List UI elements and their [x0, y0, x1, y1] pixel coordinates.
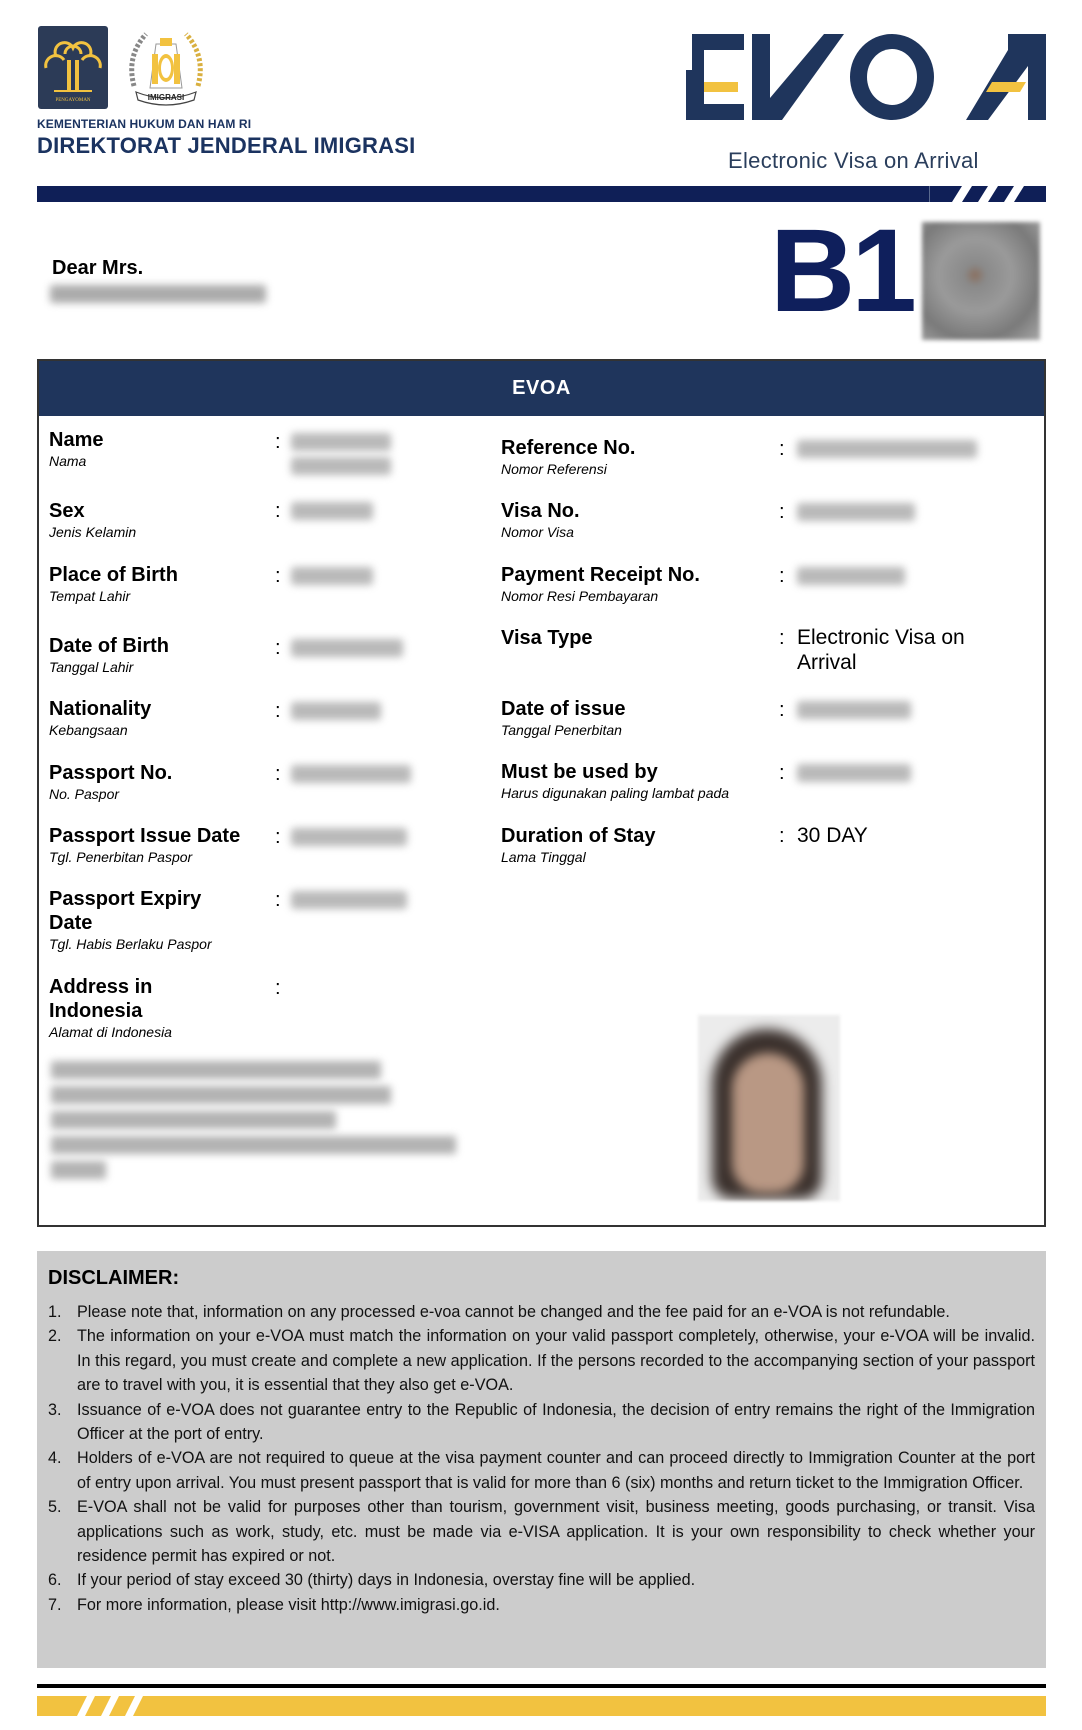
visa-type-value: Electronic Visa on Arrival — [797, 626, 965, 674]
imigrasi-website-link[interactable]: For more information, please visit http://www.imigrasi.go.id. — [77, 1595, 500, 1614]
separator: : — [275, 500, 281, 522]
passport-no-value-redacted — [291, 765, 411, 783]
name-value-redacted — [291, 433, 391, 451]
imigrasi-emblem — [122, 26, 210, 109]
disclaimer-item: 5. E-VOA shall not be valid for purposes other than tourism, government visit, business meeting, goods purchasing, or transit. Visa applications such as work, study, etc. must be made via e-VISA application. It is your own responsibility to check whether your residence permit has expired or not. — [48, 1498, 1035, 1566]
separator: : — [275, 889, 281, 911]
separator: : — [275, 637, 281, 659]
reference-no-value-redacted — [797, 440, 977, 458]
footer-divider-line — [37, 1684, 1046, 1688]
evoa-wordmark-icon — [686, 26, 1046, 126]
separator: : — [275, 977, 281, 999]
disclaimer-list — [48, 1300, 1035, 1617]
separator: : — [779, 699, 785, 721]
separator: : — [779, 825, 785, 847]
field-passport-no: Passport No. No. Paspor — [49, 762, 173, 802]
field-reference-no: Reference No. Nomor Referensi — [501, 437, 636, 477]
field-visa-no: Visa No. Nomor Visa — [501, 500, 580, 540]
place-of-birth-value-redacted — [291, 567, 373, 585]
imigrasi-emblem-icon — [122, 26, 210, 109]
evoa-logo — [686, 26, 1046, 126]
field-sex: Sex Jenis Kelamin — [49, 500, 137, 540]
separator: : — [779, 627, 785, 649]
pengayoman-tree-icon — [38, 26, 108, 109]
visa-no-value-redacted — [797, 503, 915, 521]
svg-text:IMIGRASI: IMIGRASI — [147, 93, 185, 102]
field-must-be-used-by: Must be used by Harus digunakan paling lambat pada — [501, 761, 730, 801]
field-nationality: Nationality Kebangsaan — [49, 698, 152, 738]
separator: : — [779, 762, 785, 784]
holder-photo-redacted — [698, 1015, 840, 1201]
passport-issue-date-value-redacted — [291, 828, 407, 846]
nationality-value-redacted — [291, 702, 381, 720]
address-value-redacted — [51, 1061, 461, 1186]
visa-class-code: B1 — [770, 205, 913, 337]
passport-expiry-date-value-redacted — [291, 891, 407, 909]
sex-value-redacted — [291, 502, 373, 520]
disclaimer-item: 4. Holders of e-VOA are not required to queue at the visa payment counter and can proceed directly to Immigration Counter at the port of entry upon arrival. You must present passport that is valid for more than 6 (six) months and return ticket to the Immigration Officer. — [48, 1449, 1035, 1492]
disclaimer-item: 3. Issuance of e-VOA does not guarantee entry to the Republic of Indonesia, the decision of entry remains the right of the Immigration Officer at the port of entry. — [48, 1400, 1035, 1444]
disclaimer-title: DISCLAIMER: — [48, 1267, 180, 1289]
svg-text:PENGAYOMAN: PENGAYOMAN — [55, 98, 91, 103]
separator: : — [275, 431, 281, 453]
kemenkumham-logo — [38, 26, 108, 109]
field-duration-of-stay: Duration of Stay Lama Tinggal — [501, 825, 656, 865]
field-passport-expiry-date: Passport Expiry Date Tgl. Habis Berlaku Paspor — [49, 888, 212, 952]
panel-title: EVOA — [39, 361, 1044, 416]
name-value-redacted-line2 — [291, 457, 391, 475]
field-date-of-birth: Date of Birth Tanggal Lahir — [49, 635, 169, 675]
ministry-name: KEMENTERIAN HUKUM DAN HAM RI — [37, 117, 252, 131]
separator: : — [779, 565, 785, 587]
separator: : — [275, 826, 281, 848]
separator: : — [275, 565, 281, 587]
field-passport-issue-date: Passport Issue Date Tgl. Penerbitan Paspor — [49, 825, 241, 865]
diagonal-stripes-icon — [37, 1696, 157, 1716]
footer-gold-bar — [37, 1696, 1046, 1716]
separator: : — [779, 438, 785, 460]
diagonal-stripes-icon — [930, 186, 1046, 202]
greeting-salutation: Dear Mrs. — [52, 257, 144, 279]
disclaimer-item: 2. The information on your e-VOA must match the information on your valid passport completely, otherwise, your e-VOA will be invalid. In this regard, you must create and complete a new application. If the persons recorded to the accompanying section of your passport are to travel with you, it is essential that they also get e-VOA. — [48, 1327, 1035, 1395]
field-address-in-indonesia: Address in Indonesia Alamat di Indonesia — [49, 976, 172, 1040]
separator: : — [275, 763, 281, 785]
field-place-of-birth: Place of Birth Tempat Lahir — [49, 564, 178, 604]
field-payment-receipt-no: Payment Receipt No. Nomor Resi Pembayaran — [501, 564, 700, 604]
field-date-of-issue: Date of issue Tanggal Penerbitan — [501, 698, 626, 738]
field-visa-type: Visa Type — [501, 627, 593, 649]
qr-code-redacted — [922, 222, 1040, 340]
separator: : — [275, 700, 281, 722]
directorate-name: DIREKTORAT JENDERAL IMIGRASI — [37, 133, 416, 158]
must-be-used-by-value-redacted — [797, 764, 911, 782]
disclaimer-item: 7. For more information, please visit http://www.imigrasi.go.id. — [48, 1593, 1035, 1617]
separator: : — [779, 501, 785, 523]
date-of-birth-value-redacted — [291, 639, 403, 657]
disclaimer-item: 6. If your period of stay exceed 30 (thirty) days in Indonesia, overstay fine will be applied. — [48, 1571, 696, 1590]
evoa-subtitle: Electronic Visa on Arrival — [728, 148, 979, 173]
payment-receipt-no-value-redacted — [797, 567, 905, 585]
evoa-details-panel — [37, 359, 1046, 1227]
field-name: Name Nama — [49, 429, 104, 469]
duration-of-stay-value: 30 DAY — [797, 824, 868, 847]
header-divider-bar — [37, 186, 929, 202]
disclaimer-section — [37, 1251, 1046, 1668]
date-of-issue-value-redacted — [797, 701, 911, 719]
disclaimer-item: 1. Please note that, information on any processed e-voa cannot be changed and the fee paid for an e-VOA is not refundable. — [48, 1303, 950, 1321]
header-divider-stripes — [929, 186, 1046, 202]
holder-name-redacted — [50, 285, 266, 303]
